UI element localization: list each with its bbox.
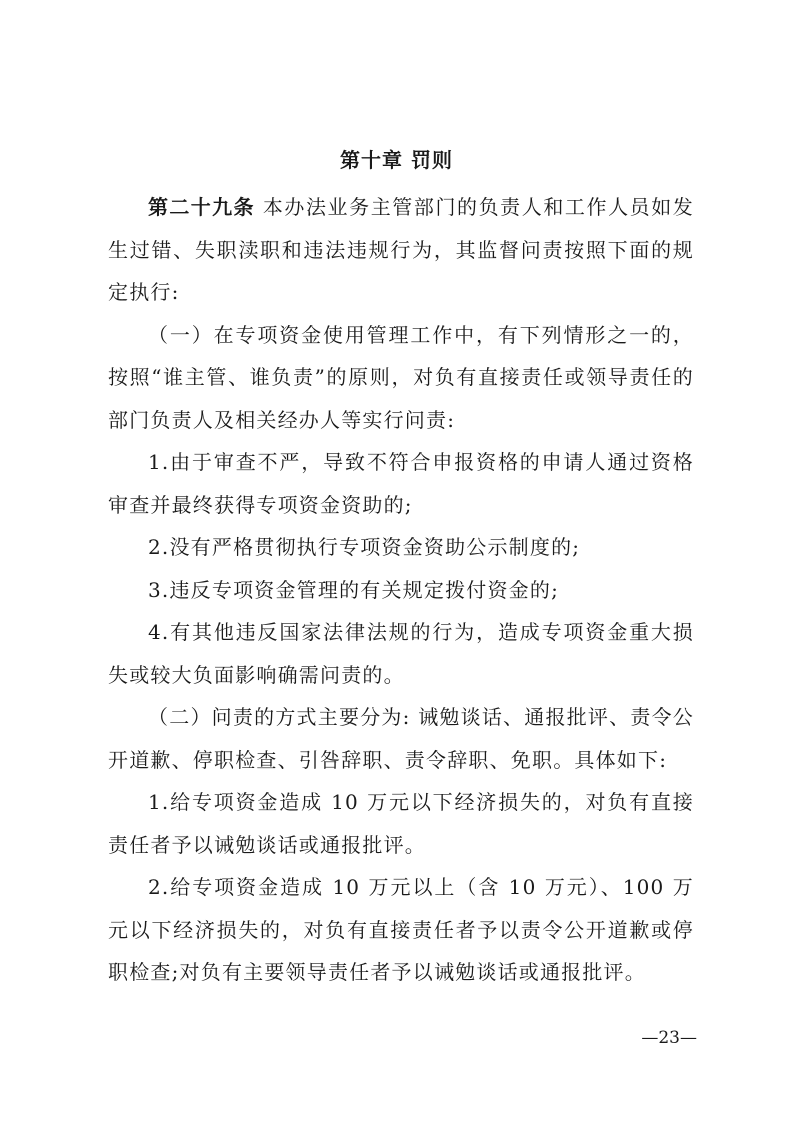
article-29-paragraph: [108, 186, 694, 314]
section-2-item-2: 2.给专项资金造成 10 万元以上（含 10 万元）、100 万元以下经济损失的，对负有直接责任者予以责令公开道歉或停职检查;对负有主要领导责任者予以诫勉谈话或通报批评。: [108, 875, 694, 984]
section-2-paragraph: （二）问责的方式主要分为: 诫勉谈话、通报批评、责令公开道歉、停职检查、引咎辞职、责令辞职、免职。具体如下:: [108, 705, 694, 772]
section-2-item-1: 1.给专项资金造成 10 万元以下经济损失的，对负有直接责任者予以诫勉谈话或通报批评。: [108, 790, 694, 857]
section-1-item-4: 4.有其他违反国家法律法规的行为，造成专项资金重大损失或较大负面影响确需问责的。: [108, 620, 694, 687]
article-text: 本办法业务主管部门的负责人和工作人员如发生过错、失职渎职和违法违规行为，其监督问责按照下面的规定执行:: [108, 195, 695, 304]
section-1-item-3: 3.违反专项资金管理的有关规定拨付资金的;: [148, 577, 560, 602]
section-1-paragraph: （一）在专项资金使用管理工作中，有下列情形之一的，按照“谁主管、谁负责”的原则，对负有直接责任或领导责任的部门负责人及相关经办人等实行问责:: [108, 322, 694, 432]
article-label: 第二十九条: [148, 195, 255, 219]
section-1-item-2: 2.没有严格贯彻执行专项资金资助公示制度的;: [148, 535, 581, 559]
chapter-title: 第十章 罚则: [340, 148, 453, 172]
document-body: [108, 186, 694, 994]
page-number: —23—: [641, 1028, 697, 1048]
section-1-item-1: 1.由于审查不严，导致不符合申报资格的申请人通过资格审查并最终获得专项资金资助的;: [108, 450, 694, 517]
